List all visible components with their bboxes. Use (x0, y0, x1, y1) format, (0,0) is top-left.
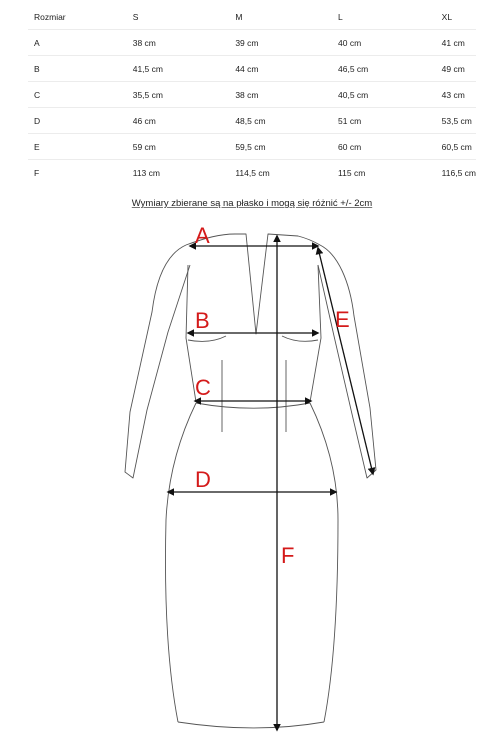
cell-m: 114,5 cm (235, 167, 270, 178)
row-label: E (28, 134, 127, 160)
size-table (28, 4, 476, 185)
cell-s: 113 cm (132, 167, 160, 178)
cell-xl: 43 cm (436, 82, 476, 108)
cell-l: 46,5 cm (332, 56, 436, 82)
row-label: B (28, 56, 127, 82)
cell-l: 40 cm (332, 30, 436, 56)
skirt-right (310, 403, 338, 722)
header-size: Rozmiar (28, 4, 127, 30)
cell-s: 46 cm (127, 108, 230, 134)
arrow-e (318, 248, 373, 474)
dimension-labels (195, 223, 350, 568)
cell-m: 44 cm (229, 56, 332, 82)
right-sleeve (318, 245, 376, 478)
cell-s: 41,5 cm (127, 56, 230, 82)
hemline (178, 722, 324, 728)
header-xl: XL (436, 4, 476, 30)
table-row (28, 56, 476, 82)
cell-xl: 49 cm (436, 56, 476, 82)
cell-m: 48,5 cm (229, 108, 332, 134)
table-row (28, 108, 476, 134)
row-label: A (28, 30, 127, 56)
table-row (28, 134, 476, 160)
measurement-note (0, 198, 504, 209)
cell-s: 35,5 cm (127, 82, 230, 108)
header-l: L (332, 4, 436, 30)
cell-l: 40,5 cm (332, 82, 436, 108)
table-row (28, 160, 476, 186)
label-b: B (195, 308, 210, 333)
label-f: F (281, 543, 295, 568)
cell-l: 115 cm (338, 167, 366, 178)
cell-m: 59,5 cm (229, 134, 332, 160)
cell-l: 60 cm (332, 134, 436, 160)
cell-xl: 53,5 cm (436, 108, 476, 134)
header-s: S (127, 4, 230, 30)
table-header-row (28, 4, 476, 30)
measurement-note-text: Wymiary zbierane są na płasko i mogą się różnić +/- 2cm (131, 198, 373, 209)
cell-xl: 60,5 cm (436, 134, 476, 160)
label-a: A (195, 223, 210, 248)
table-row (28, 82, 476, 108)
dress-measurement-diagram (0, 215, 504, 750)
waist-line (196, 403, 310, 408)
header-m: M (229, 4, 332, 30)
row-label: F (34, 167, 40, 178)
cell-m: 39 cm (229, 30, 332, 56)
bust-seam-right (282, 336, 318, 341)
row-label: C (28, 82, 127, 108)
cell-m: 38 cm (229, 82, 332, 108)
table-row (28, 30, 476, 56)
bust-seam-left (188, 336, 226, 341)
cell-s: 38 cm (127, 30, 230, 56)
label-d: D (195, 467, 211, 492)
label-e: E (335, 307, 350, 332)
cell-s: 59 cm (127, 134, 230, 160)
label-c: C (195, 375, 211, 400)
cell-xl: 116,5 cm (441, 167, 476, 178)
skirt-left (166, 403, 197, 722)
cell-l: 51 cm (332, 108, 436, 134)
cell-xl: 41 cm (436, 30, 476, 56)
row-label: D (28, 108, 127, 134)
